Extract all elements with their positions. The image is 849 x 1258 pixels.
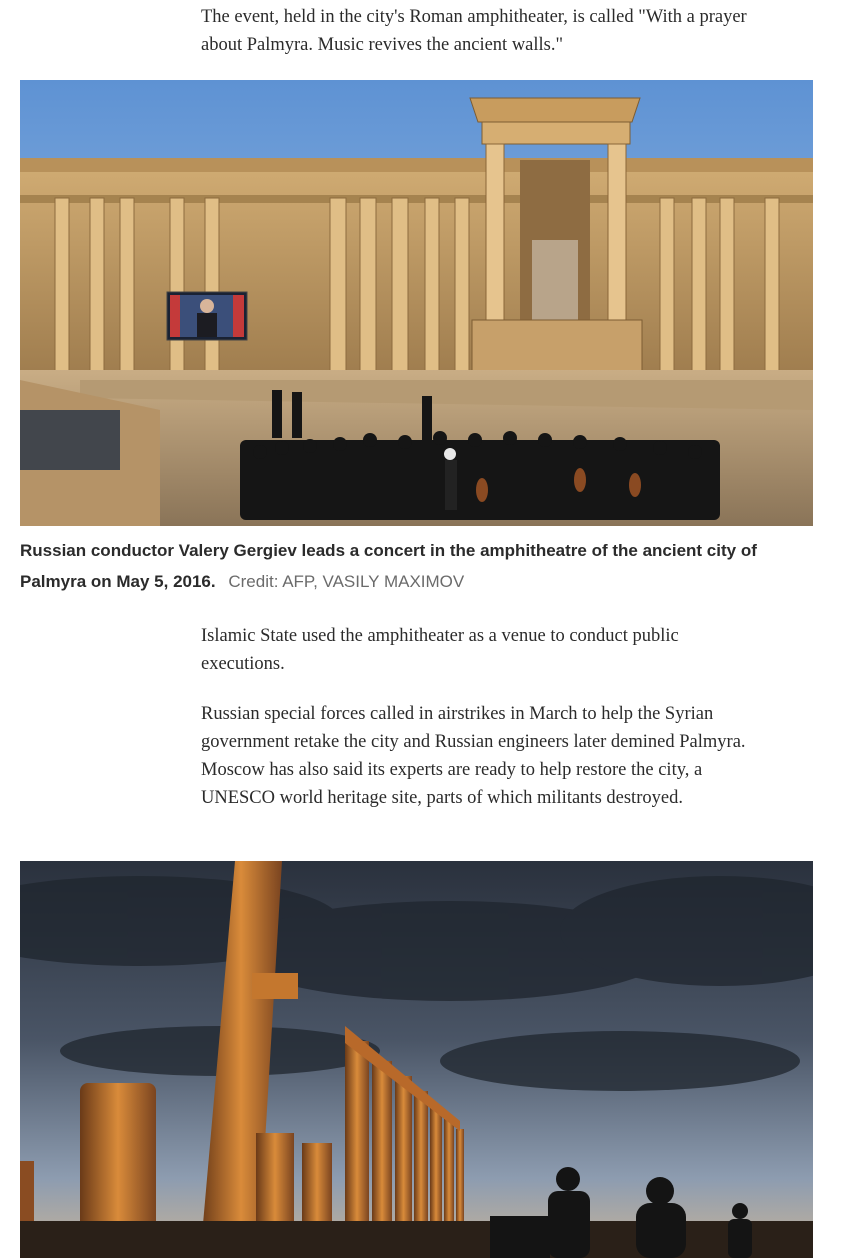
- photo-credit: Credit: AFP, VASILY MAXIMOV: [228, 572, 465, 591]
- colonnade-dusk-image: [20, 861, 813, 1258]
- amphitheatre-concert-photo: [20, 80, 813, 526]
- article-paragraph: Russian special forces called in airstrikes in March to help the Syrian government retake the city and Russian engineers later demined Palmyra. Moscow has also said its experts are ready to help restore the city, a UNESCO world heritage site, parts of which militants destroyed.: [201, 704, 746, 808]
- colonnade-dusk-photo: [20, 861, 813, 1258]
- photo-caption: [20, 535, 820, 597]
- photo-caption-text: Russian conductor Valery Gergiev leads a concert in the amphitheatre of the ancient city of Palmyra on May 5, 2016.: [20, 541, 757, 591]
- article-paragraph: The event, held in the city's Roman amphitheater, is called "With a prayer about Palmyra. Music revives the ancient walls.": [201, 7, 747, 55]
- article-paragraph: Islamic State used the amphitheater as a venue to conduct public executions.: [201, 626, 679, 674]
- amphitheatre-concert-image: [20, 80, 813, 526]
